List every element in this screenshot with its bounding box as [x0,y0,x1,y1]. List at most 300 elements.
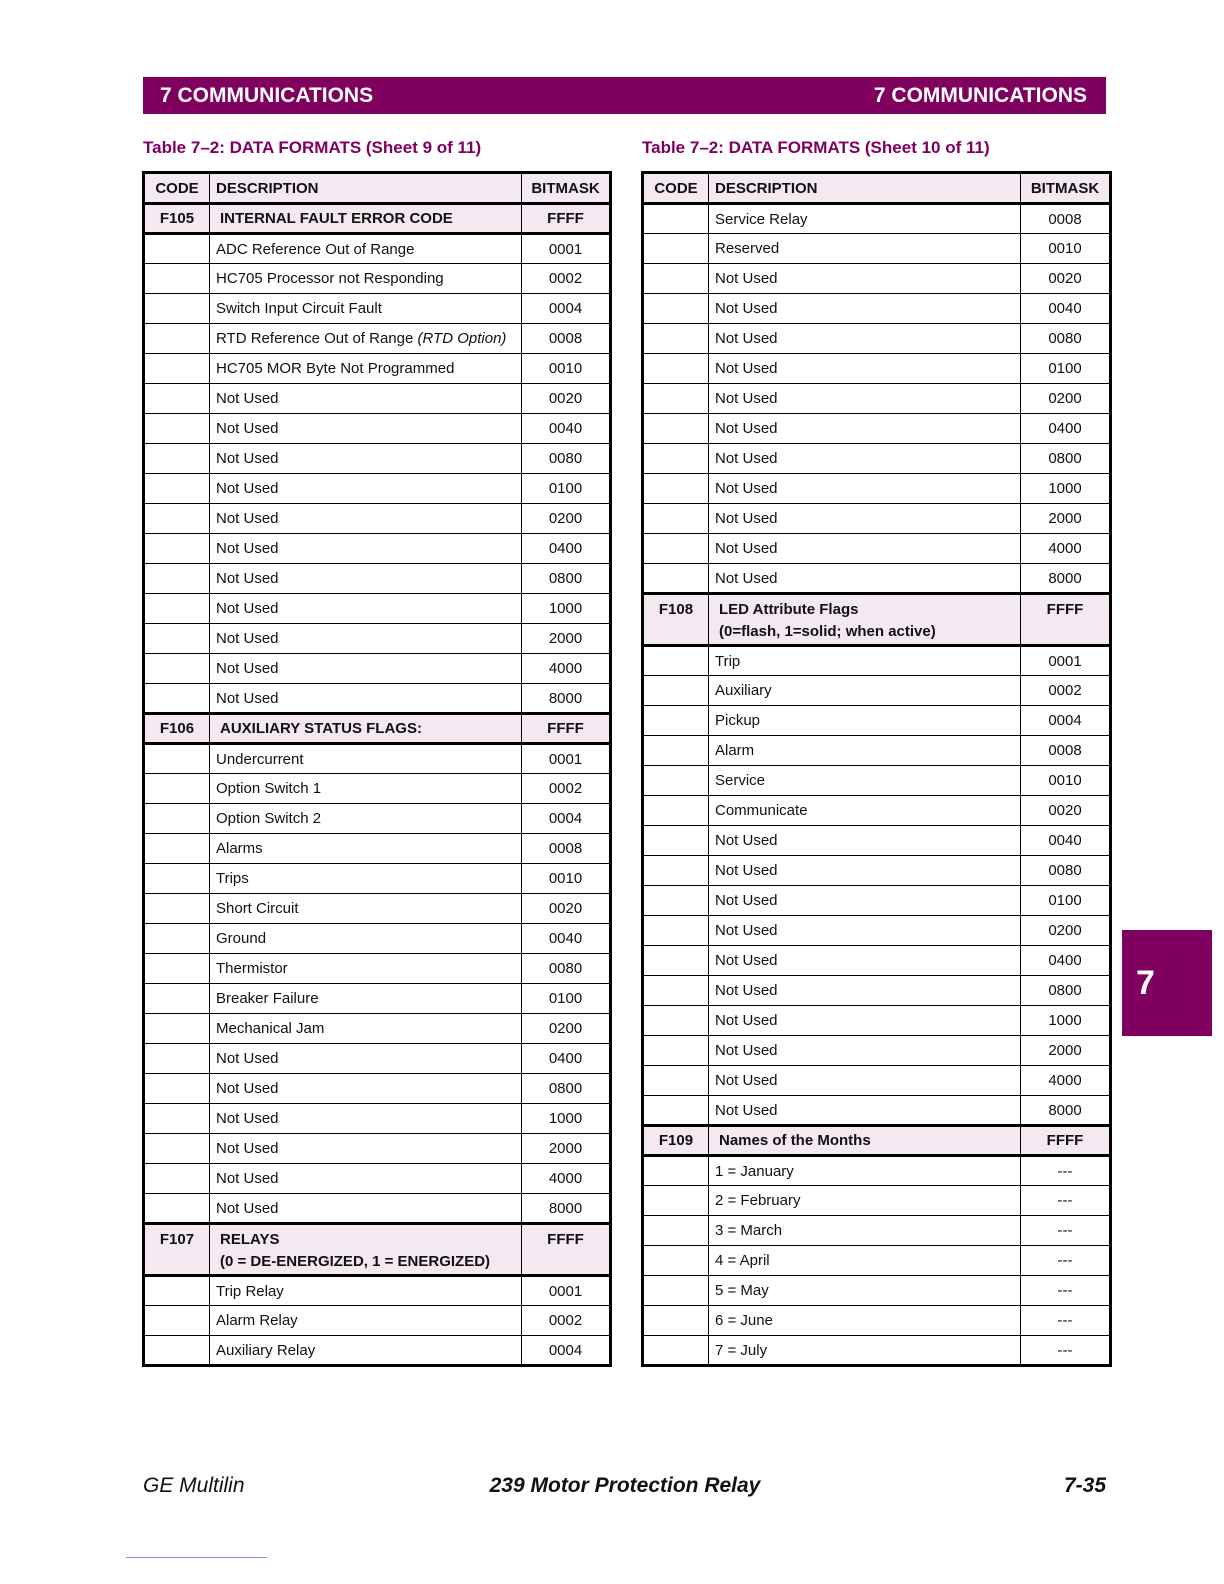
format-code-cell [643,294,709,324]
chapter-side-tab [1122,930,1212,1036]
format-code-cell [144,1164,210,1194]
table-row [144,1044,611,1074]
description-cell [210,624,522,654]
table-row [643,564,1111,594]
bitmask-cell: 8000 [522,1194,611,1224]
chapter-number: 7 [1136,963,1155,1002]
table-row [643,886,1111,916]
bitmask-cell: 8000 [522,684,611,714]
description-cell [210,744,522,774]
description-cell [709,1216,1021,1246]
format-code-cell [643,1156,709,1186]
format-code-cell [643,534,709,564]
table-row [643,1276,1111,1306]
description-cell [210,954,522,984]
description-cell [709,1066,1021,1096]
table-row [643,444,1111,474]
column-header-bitmask: BITMASK [522,173,611,204]
description-cell [210,504,522,534]
format-code-cell [643,384,709,414]
table-row [144,444,611,474]
description-cell [709,856,1021,886]
table-row [643,1156,1111,1186]
format-code-cell [144,804,210,834]
description-text: Not Used [715,1072,778,1089]
description-text: Not Used [715,862,778,879]
data-formats-table-sheet-10 [641,171,1112,1367]
description-cell [709,504,1021,534]
column-header-description: DESCRIPTION [709,173,1021,204]
footer-company: GE Multilin [143,1474,245,1497]
bitmask-cell: 0004 [522,294,611,324]
description-cell [210,564,522,594]
table-row [144,264,611,294]
format-code-cell [643,646,709,676]
format-code-cell [643,1306,709,1336]
format-code-cell [643,1216,709,1246]
format-code-cell [144,1194,210,1224]
table-row [144,1164,611,1194]
description-cell [210,414,522,444]
table-row [144,474,611,504]
format-code-cell [643,414,709,444]
table-row [643,384,1111,414]
format-code-cell [643,706,709,736]
section-title-right: 7 COMMUNICATIONS [873,83,1087,107]
bitmask-cell: 0100 [1021,354,1111,384]
description-text: Thermistor [216,960,288,977]
description-text: Breaker Failure [216,990,319,1007]
format-code-cell [144,624,210,654]
bitmask-cell: 0200 [522,1014,611,1044]
description-cell [709,564,1021,594]
description-cell [210,834,522,864]
bitmask-cell: 8000 [1021,564,1111,594]
bitmask-cell: 0100 [522,984,611,1014]
bitmask-cell: 0020 [1021,264,1111,294]
bitmask-cell: FFFF [1021,1126,1111,1156]
format-code-cell [643,826,709,856]
format-code-cell [643,1246,709,1276]
description-text: 1 = January [715,1162,794,1180]
description-cell [709,766,1021,796]
table-row [643,796,1111,826]
table-row [144,864,611,894]
table-row [144,654,611,684]
table-row [643,826,1111,856]
bitmask-cell: 8000 [1021,1096,1111,1126]
description-cell [210,1306,522,1336]
format-code-cell [144,324,210,354]
description-text: HC705 Processor not Responding [216,270,444,287]
description-text: Communicate [715,802,808,819]
table-row [144,804,611,834]
description-cell [210,984,522,1014]
bitmask-cell: 2000 [1021,1036,1111,1066]
description-cell [709,294,1021,324]
table-row [144,954,611,984]
format-code-cell [643,796,709,826]
bitmask-cell: 0008 [1021,204,1111,234]
bitmask-cell: 1000 [1021,1006,1111,1036]
table-title-sheet-9: Table 7–2: DATA FORMATS (Sheet 9 of 11) [143,138,482,157]
description-cell [210,1164,522,1194]
format-code-cell [144,744,210,774]
format-code-cell [144,1336,210,1366]
description-text: RTD Reference Out of Range [216,330,414,347]
table-row [643,916,1111,946]
description-cell [210,324,522,354]
description-text: Not Used [216,570,279,587]
description-cell [210,1074,522,1104]
description-cell [709,444,1021,474]
description-text: Not Used [715,540,778,557]
description-text: Service [715,772,766,789]
description-cell [709,204,1021,234]
format-code-cell [144,954,210,984]
bitmask-cell: 0040 [1021,826,1111,856]
data-formats-table-sheet-9 [142,171,612,1367]
description-text: Not Used [216,1080,279,1097]
description-cell [210,594,522,624]
format-code-cell [144,1134,210,1164]
description-cell [210,1224,522,1276]
table-row [643,946,1111,976]
description-cell [709,1006,1021,1036]
group-description-line: RELAYS [220,1231,280,1248]
description-cell [709,534,1021,564]
format-code-cell [643,264,709,294]
bitmask-cell: 0004 [1021,706,1111,736]
description-cell [709,886,1021,916]
description-cell [709,1336,1021,1366]
description-cell [210,264,522,294]
bitmask-cell: 0010 [522,864,611,894]
format-code-cell [643,676,709,706]
column-header-description: DESCRIPTION [210,173,522,204]
bitmask-cell: 0800 [1021,444,1111,474]
table-row [643,1216,1111,1246]
format-code-cell [144,594,210,624]
description-cell [709,594,1021,646]
description-text: Switch Input Circuit Fault [216,300,382,317]
table-row [144,894,611,924]
format-code-cell [144,654,210,684]
table-row [144,1276,611,1306]
format-code-cell [144,504,210,534]
format-code-cell [144,384,210,414]
footer-product: 239 Motor Protection Relay [489,1474,761,1497]
bitmask-cell: 2000 [522,1134,611,1164]
description-cell [210,234,522,264]
format-code-cell [643,1066,709,1096]
description-cell [210,294,522,324]
table-row [643,1186,1111,1216]
description-text: Mechanical Jam [216,1020,325,1037]
description-cell [709,1126,1021,1156]
bitmask-cell: 0001 [522,744,611,774]
description-text: Not Used [715,1101,778,1119]
bitmask-cell: 0040 [522,924,611,954]
description-cell [210,204,522,234]
table-row [144,774,611,804]
bitmask-cell: 4000 [1021,1066,1111,1096]
group-description-line: (0 = DE-ENERGIZED, 1 = ENERGIZED) [220,1253,491,1270]
table-row [144,384,611,414]
description-text: ADC Reference Out of Range [216,240,415,258]
table-row [643,414,1111,444]
description-text: Not Used [715,480,778,497]
table-row [144,744,611,774]
bitmask-cell: 0010 [522,354,611,384]
format-code-cell [643,234,709,264]
format-code-cell [643,1276,709,1306]
format-code-cell [144,294,210,324]
description-text: Not Used [216,390,279,407]
bitmask-cell: 0200 [1021,384,1111,414]
table-row [643,1336,1111,1366]
format-code-cell [643,946,709,976]
table-row [643,294,1111,324]
table-row [144,924,611,954]
group-description-line: Names of the Months [719,1132,871,1149]
bitmask-cell: 0200 [1021,916,1111,946]
group-description-line: (0=flash, 1=solid; when active) [719,623,936,640]
table-row [643,534,1111,564]
bitmask-cell: 0008 [1021,736,1111,766]
bitmask-cell: 0010 [1021,234,1111,264]
description-text: Not Used [715,922,778,939]
bitmask-cell: 0002 [522,264,611,294]
bitmask-cell: 0002 [1021,676,1111,706]
format-code-cell [144,864,210,894]
bitmask-cell: --- [1021,1156,1111,1186]
bitmask-cell: 0100 [522,474,611,504]
format-code-cell [643,1186,709,1216]
bitmask-cell: 0008 [522,324,611,354]
description-text: Trip [715,652,741,670]
table-header-row [643,173,1111,204]
description-text: Not Used [715,270,778,287]
section-header-bar [143,77,1106,114]
description-cell [709,1156,1021,1186]
description-cell [709,676,1021,706]
bitmask-cell: 0080 [522,954,611,984]
description-text: Auxiliary Relay [216,1341,316,1359]
bitmask-cell: 0004 [522,1336,611,1366]
description-cell [709,354,1021,384]
table-body [643,204,1111,1366]
description-cell [709,736,1021,766]
format-code-cell [144,1104,210,1134]
format-code-cell [144,564,210,594]
format-code-cell [144,894,210,924]
description-text: Not Used [715,892,778,909]
description-text: Trips [216,870,249,887]
description-cell [709,916,1021,946]
bitmask-cell: 0002 [522,774,611,804]
description-text: 7 = July [715,1341,768,1359]
table-row [144,1074,611,1104]
bitmask-cell: 0400 [522,1044,611,1074]
description-cell [210,1134,522,1164]
table-row [643,504,1111,534]
format-code-cell [144,1044,210,1074]
table-row [144,234,611,264]
format-code-cell: F105 [144,204,210,234]
description-text: Not Used [715,420,778,437]
description-cell [210,1276,522,1306]
format-code-cell [144,1074,210,1104]
description-text: Not Used [216,1199,279,1217]
table-row [643,766,1111,796]
description-cell [709,706,1021,736]
description-cell [210,1044,522,1074]
table-row [643,264,1111,294]
format-code-cell [144,474,210,504]
table-body [144,204,611,1366]
bitmask-cell: 0400 [1021,414,1111,444]
description-text: Not Used [715,450,778,467]
bitmask-cell: --- [1021,1246,1111,1276]
description-cell [709,646,1021,676]
description-text: Not Used [216,660,279,677]
description-cell [210,1014,522,1044]
format-code-cell [144,1276,210,1306]
format-group-row [144,204,611,234]
description-text: Ground [216,930,267,947]
description-cell [210,474,522,504]
description-cell [210,354,522,384]
description-cell [709,946,1021,976]
bitmask-cell: 0200 [522,504,611,534]
format-group-row [144,714,611,744]
table-row [144,354,611,384]
description-cell [210,894,522,924]
bitmask-cell: FFFF [1021,594,1111,646]
description-text: Not Used [715,1042,778,1059]
table-row [643,706,1111,736]
description-cell [210,384,522,414]
table-row [144,1306,611,1336]
bitmask-cell: 0100 [1021,886,1111,916]
table-row [144,534,611,564]
description-text: Not Used [715,360,778,377]
description-text: Trip Relay [216,1282,284,1300]
format-code-cell [643,886,709,916]
description-text: Not Used [216,1050,279,1067]
format-code-cell [643,736,709,766]
format-code-cell [144,1306,210,1336]
bitmask-cell: 0800 [522,1074,611,1104]
bitmask-cell: 4000 [522,654,611,684]
description-text: Not Used [216,540,279,557]
table-row [144,504,611,534]
bitmask-cell: --- [1021,1306,1111,1336]
table-title-sheet-10: Table 7–2: DATA FORMATS (Sheet 10 of 11) [642,138,990,157]
table-row [643,234,1111,264]
format-code-cell [144,444,210,474]
table-row [144,624,611,654]
table-row [643,1306,1111,1336]
format-code-cell [144,534,210,564]
description-cell [210,804,522,834]
description-text: Not Used [216,630,279,647]
table-row [643,354,1111,384]
format-code-cell [643,1096,709,1126]
format-code-cell [643,444,709,474]
bitmask-cell: 2000 [1021,504,1111,534]
description-text: Not Used [216,480,279,497]
description-text: Not Used [216,689,279,707]
table-row [643,856,1111,886]
table-row [643,1036,1111,1066]
format-group-row [643,1126,1111,1156]
table-row [643,976,1111,1006]
table-row [643,1096,1111,1126]
description-cell [709,234,1021,264]
description-text: Not Used [715,982,778,999]
bitmask-cell: 0400 [1021,946,1111,976]
format-code-cell: F108 [643,594,709,646]
table-row [643,1006,1111,1036]
format-code-cell [144,264,210,294]
description-text: Option Switch 2 [216,810,322,827]
description-text: Auxiliary [715,682,772,699]
bitmask-cell: 0080 [1021,324,1111,354]
description-text: Pickup [715,712,761,729]
description-text: Not Used [715,300,778,317]
description-text: Not Used [715,510,778,527]
bitmask-cell: 0020 [1021,796,1111,826]
group-description-line: LED Attribute Flags [719,601,859,618]
format-code-cell [643,564,709,594]
format-code-cell [643,474,709,504]
table-row [144,294,611,324]
description-cell [709,1036,1021,1066]
format-code-cell [643,976,709,1006]
column-header-code: CODE [643,173,709,204]
table-row [144,1134,611,1164]
bitmask-cell: 0004 [522,804,611,834]
table-row [643,324,1111,354]
table-row [144,414,611,444]
description-cell [709,474,1021,504]
table-row [144,1104,611,1134]
bitmask-cell: 4000 [1021,534,1111,564]
description-text: 5 = May [715,1282,769,1299]
description-cell [210,654,522,684]
format-code-cell [144,924,210,954]
bitmask-cell: FFFF [522,204,611,234]
format-code-cell [643,1006,709,1036]
bitmask-cell: 1000 [522,594,611,624]
description-text: Not Used [216,1110,279,1127]
bitmask-cell: --- [1021,1276,1111,1306]
bitmask-cell: --- [1021,1336,1111,1366]
description-note: (RTD Option) [417,330,507,347]
bitmask-cell: 0010 [1021,766,1111,796]
format-code-cell [144,354,210,384]
description-cell [709,1276,1021,1306]
table-header-row [144,173,611,204]
bitmask-cell: --- [1021,1186,1111,1216]
format-code-cell [144,234,210,264]
format-code-cell [144,984,210,1014]
footer-rule [126,1557,267,1558]
description-text: Not Used [216,1170,279,1187]
description-text: 2 = February [715,1192,801,1209]
